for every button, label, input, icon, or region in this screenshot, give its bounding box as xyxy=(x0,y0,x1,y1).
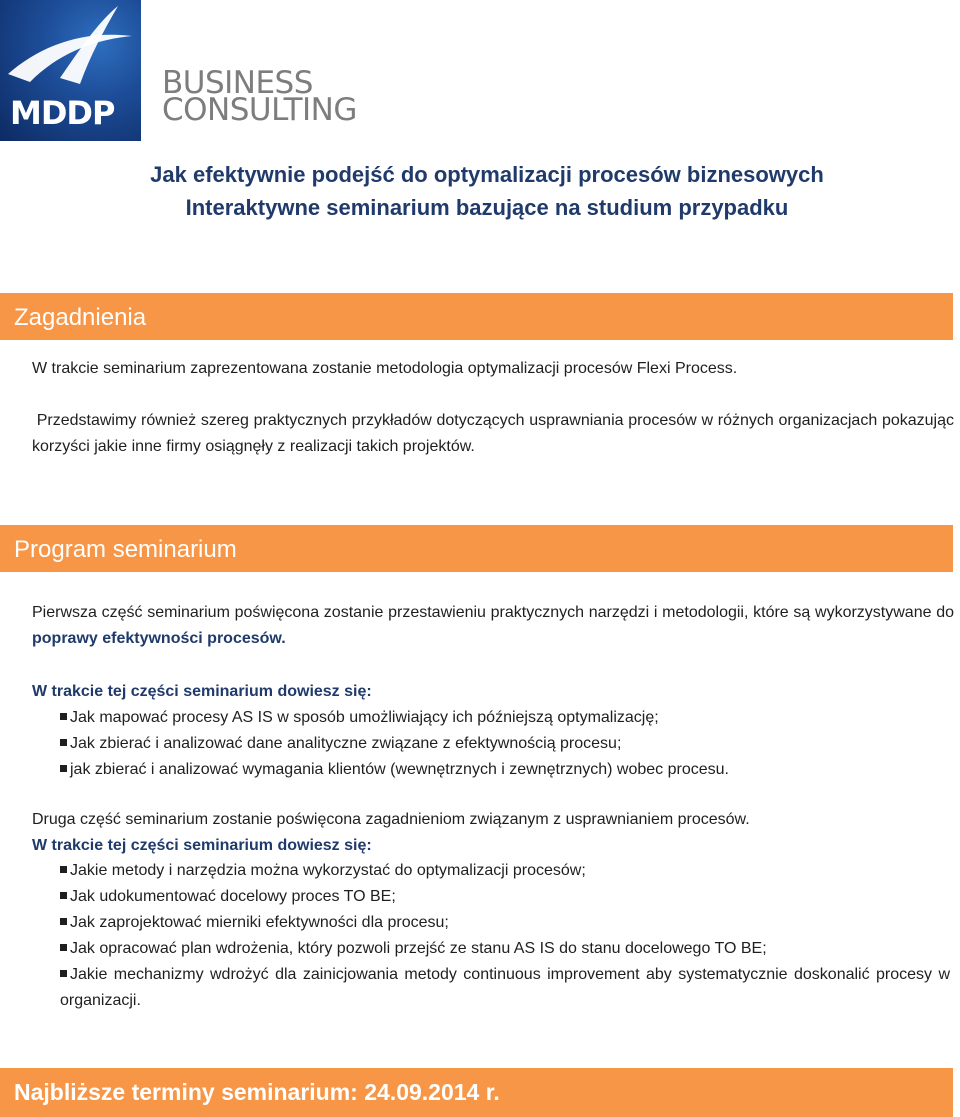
program-part1-bold: poprawy efektywności procesów. xyxy=(32,630,286,647)
program-part1-text: Pierwsza część seminarium poświęcona zostanie przestawieniu praktycznych narzędzi i metodologii, które są wykorzystywane do xyxy=(32,604,954,621)
square-bullet-icon xyxy=(60,713,67,720)
list-item: Jak zbierać i analizować dane analityczne związane z efektywnością procesu; xyxy=(60,731,950,757)
learn-heading-2: W trakcie tej części seminarium dowiesz się: xyxy=(32,837,372,854)
square-bullet-icon xyxy=(60,892,67,899)
list-item: Jak mapować procesy AS IS w sposób umożliwiający ich późniejszą optymalizację; xyxy=(60,705,950,731)
section-heading-zagadnienia: Zagadnienia xyxy=(0,293,953,340)
program-part1-paragraph xyxy=(32,600,954,652)
title-line-2: Interaktywne seminarium bazujące na studium przypadku xyxy=(185,195,789,220)
square-bullet-icon xyxy=(60,918,67,925)
list-item: Jak opracować plan wdrożenia, który pozwoli przejść ze stanu AS IS do stanu docelowego TO BE; xyxy=(60,936,950,962)
list-item: jak zbierać i analizować wymagania klientów (wewnętrznych i zewnętrznych) wobec procesu. xyxy=(60,757,950,783)
square-bullet-icon xyxy=(60,866,67,873)
bullet-list-1 xyxy=(60,705,950,783)
zagadnienia-paragraph-1: W trakcie seminarium zaprezentowana zostanie metodologia optymalizacji procesów Flexi Process. xyxy=(32,360,738,377)
section-heading-program: Program seminarium xyxy=(0,525,953,572)
page-title xyxy=(0,158,960,224)
logo-emblem xyxy=(0,0,141,141)
list-item: Jakie metody i narzędzia można wykorzystać do optymalizacji procesów; xyxy=(60,858,950,884)
section-heading-dates: Najbliższe terminy seminarium: 24.09.2014 r. xyxy=(0,1068,953,1117)
square-bullet-icon xyxy=(60,739,67,746)
list-item: Jakie mechanizmy wdrożyć dla zainicjowania metody continuous improvement aby systematycznie doskonalić procesy w organizacji. xyxy=(60,966,950,1009)
list-item: Jak zaprojektować mierniki efektywności dla procesu; xyxy=(60,910,950,936)
title-line-1: Jak efektywnie podejść do optymalizacji procesów biznesowych xyxy=(150,162,824,187)
logo-mark: MDDP xyxy=(10,94,115,132)
square-bullet-icon xyxy=(60,944,67,951)
square-bullet-icon xyxy=(60,765,67,772)
zagadnienia-paragraph-2: Przedstawimy również szereg praktycznych przykładów dotyczących usprawniania procesów w różnych organizacjach pokazując korzyści jakie inne firmy osiągnęły z realizacji takich projektów. xyxy=(32,412,959,455)
logo-text-business: BUSINESS xyxy=(162,65,313,101)
learn-heading-1: W trakcie tej części seminarium dowiesz się: xyxy=(32,683,372,700)
square-bullet-icon xyxy=(60,970,67,977)
program-part2-paragraph: Druga część seminarium zostanie poświęcona zagadnieniom związanym z usprawnianiem procesów. xyxy=(32,811,750,828)
list-item: Jak udokumentować docelowy proces TO BE; xyxy=(60,884,950,910)
logo-text-consulting: CONSULTING xyxy=(162,92,357,128)
bullet-list-2 xyxy=(60,858,950,1014)
